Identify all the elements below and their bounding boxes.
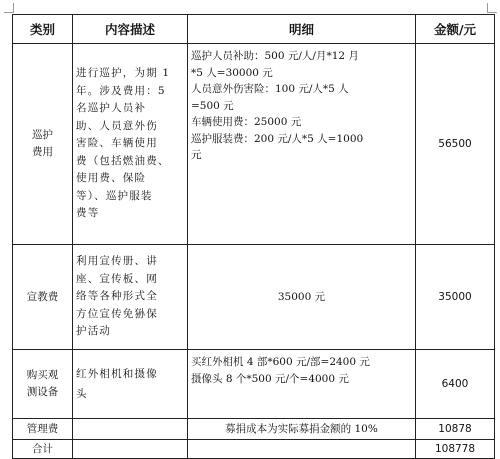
detail-cell: [188, 245, 416, 350]
description-text: 助、人员意外伤: [76, 119, 158, 132]
detail-text: 摄像头 8 个*500 元/个=4000 元: [191, 372, 349, 385]
budget-table: [12, 14, 495, 459]
category-cell: [13, 44, 73, 245]
description-text: 进行巡护，为期 1: [76, 67, 171, 80]
description-text: 方位宣传免狲保: [76, 307, 158, 320]
amount-cell: 56500: [416, 44, 495, 245]
page-corner-mark-left: [4, 3, 14, 13]
amount-cell: 35000: [416, 245, 495, 350]
table-row-management: [13, 419, 495, 440]
amount-cell: 10878: [416, 419, 495, 440]
detail-cell: [188, 419, 416, 440]
description-text: 络等各种形式全: [76, 290, 158, 303]
detail-cell: [188, 440, 416, 459]
description-text: 等）、巡护服装: [76, 189, 153, 202]
table-row-equipment: [13, 350, 495, 419]
category-cell: [13, 350, 73, 419]
detail-cell: [188, 350, 416, 419]
category-text: 管理费: [26, 422, 59, 435]
detail-text: *5 人=30000 元: [191, 66, 273, 79]
description-text: 名巡护人员补: [76, 102, 147, 115]
description-text: 利用宣传册、讲: [76, 255, 158, 268]
header-detail: 明细: [188, 15, 416, 44]
description-text: 害险、车辆使用: [76, 137, 158, 150]
category-text: 费用: [32, 146, 53, 158]
description-cell: [73, 245, 188, 350]
detail-text: 买红外相机 4 部*600 元/部=2400 元: [191, 356, 370, 368]
detail-text: =500 元: [191, 99, 234, 112]
description-text: 年。涉及费用：5: [76, 84, 166, 97]
amount-cell: 108778: [416, 440, 495, 459]
description-text: 费等: [76, 207, 100, 220]
category-text: 合计: [32, 442, 53, 455]
detail-cell: [188, 44, 416, 245]
header-amount: 金额/元: [416, 15, 495, 44]
page-corner-mark-right: [487, 3, 497, 13]
description-cell: [73, 350, 188, 419]
table-row-total: [13, 440, 495, 459]
description-cell: [73, 419, 188, 440]
detail-text: 35000 元: [277, 290, 326, 303]
detail-text: 人员意外伤害险：100 元/人*5 人: [191, 83, 349, 95]
description-cell: [73, 44, 188, 245]
category-text: 巡护: [32, 129, 53, 141]
amount-cell: 6400: [416, 350, 495, 419]
detail-text: 车辆使用费：25000 元: [191, 116, 302, 128]
description-text: 头: [76, 388, 88, 400]
table-row-patrol: [13, 44, 495, 245]
description-text: 红外相机和摄像: [76, 368, 158, 380]
description-text: 护活动: [76, 325, 112, 338]
category-text: 购买观: [26, 369, 59, 381]
category-cell: [13, 419, 73, 440]
category-text: 测设备: [26, 386, 59, 398]
description-text: 费（包括燃油费、: [76, 154, 170, 167]
detail-text: 巡护服装费：200 元/人*5 人=1000: [191, 132, 364, 145]
category-text: 宣教费: [26, 290, 59, 303]
detail-text: 募捐成本为实际募捐金额的 10%: [225, 422, 378, 435]
detail-text: 元: [191, 149, 202, 161]
header-description: 内容描述: [73, 15, 188, 44]
description-text: 使用费、保险: [76, 172, 147, 185]
category-cell: [13, 440, 73, 459]
table-row-promotion: [13, 245, 495, 350]
description-cell: [73, 440, 188, 459]
detail-text: 巡护人员补助：500 元/人/月*12 月: [191, 50, 359, 62]
header-category: 类别: [13, 15, 73, 44]
description-text: 座、宣传板、网: [76, 272, 158, 285]
category-cell: [13, 245, 73, 350]
table-header-row: [13, 15, 495, 44]
